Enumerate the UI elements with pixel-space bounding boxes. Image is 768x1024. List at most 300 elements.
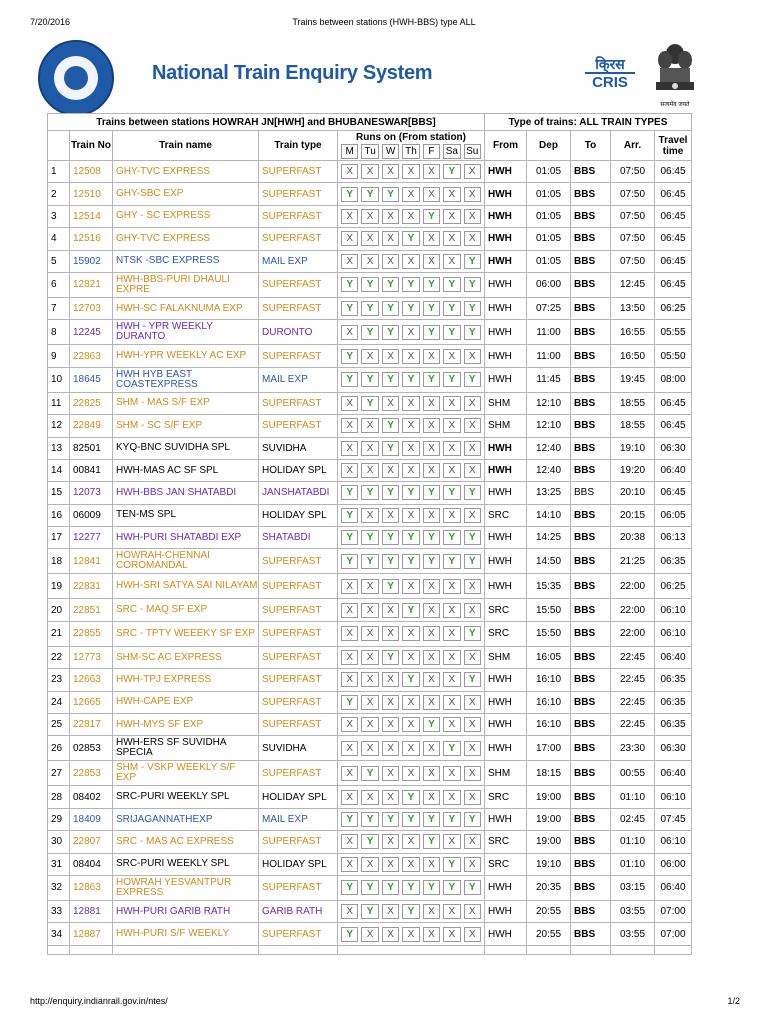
- row-serial: 5: [48, 250, 70, 272]
- departure-time: 01:05: [527, 183, 571, 205]
- day-tue-flag: X: [361, 717, 378, 732]
- day-sun-flag: Y: [464, 812, 481, 827]
- travel-time: 05:55: [655, 320, 692, 345]
- day-thu-flag: Y: [402, 790, 419, 805]
- train-name: GHY-TVC EXPRESS: [113, 228, 259, 250]
- table-row: [48, 574, 692, 599]
- departure-time: 19:10: [527, 853, 571, 875]
- from-station: HWH: [485, 320, 527, 345]
- day-fri-flag: X: [423, 231, 440, 246]
- from-station: SRC: [485, 504, 527, 526]
- travel-time: 06:25: [655, 574, 692, 599]
- from-station: SRC: [485, 853, 527, 875]
- train-number-link[interactable]: 22831: [70, 574, 113, 599]
- travel-time: 06:45: [655, 392, 692, 414]
- arrival-time: 07:50: [611, 205, 655, 227]
- train-type: SUPERFAST: [259, 923, 338, 945]
- arrival-time: 03:55: [611, 900, 655, 922]
- day-mon-flag: Y: [341, 301, 358, 316]
- day-mon-flag: Y: [341, 277, 358, 292]
- national-emblem-icon: [652, 42, 698, 108]
- day-fri-flag: Y: [423, 880, 440, 895]
- train-type: HOLIDAY SPL: [259, 853, 338, 875]
- train-name: HWH-MYS SF EXP: [113, 714, 259, 736]
- table-row: [48, 459, 692, 481]
- train-name: GHY - SC EXPRESS: [113, 205, 259, 227]
- day-wed-flag: Y: [382, 301, 399, 316]
- departure-time: 13:25: [527, 482, 571, 504]
- day-tue-flag: Y: [361, 485, 378, 500]
- day-sun-flag: X: [464, 790, 481, 805]
- train-name: SRC-PURI WEEKLY SPL: [113, 786, 259, 808]
- train-number-link[interactable]: 12863: [70, 875, 113, 900]
- day-wed-flag: Y: [382, 880, 399, 895]
- day-fri-flag: X: [423, 579, 440, 594]
- runs-on-days: [338, 923, 485, 945]
- day-wed-flag: Y: [382, 554, 399, 569]
- day-wed-flag: Y: [382, 441, 399, 456]
- day-fri-flag: X: [423, 904, 440, 919]
- day-sun-flag: X: [464, 231, 481, 246]
- day-mon-flag: Y: [341, 927, 358, 942]
- day-sat-flag: X: [443, 231, 460, 246]
- to-station: BBS: [571, 900, 611, 922]
- day-thu-flag: X: [402, 857, 419, 872]
- train-number-link[interactable]: 22863: [70, 345, 113, 367]
- day-mon-flag: X: [341, 209, 358, 224]
- day-tue-flag: Y: [361, 812, 378, 827]
- day-sat-flag: X: [443, 463, 460, 478]
- day-tue-flag: Y: [361, 554, 378, 569]
- day-sat-flag: X: [443, 927, 460, 942]
- train-type: SUPERFAST: [259, 183, 338, 205]
- day-mon-flag: X: [341, 834, 358, 849]
- train-type: SUVIDHA: [259, 736, 338, 761]
- to-station: BBS: [571, 831, 611, 853]
- train-number-link[interactable]: 22849: [70, 415, 113, 437]
- from-station: HWH: [485, 161, 527, 183]
- col-travel-time: Travel time: [655, 131, 692, 161]
- train-number-link[interactable]: 12887: [70, 923, 113, 945]
- day-sat-flag: X: [443, 717, 460, 732]
- day-thu-flag: X: [402, 650, 419, 665]
- row-serial: 30: [48, 831, 70, 853]
- day-thu-flag: X: [402, 741, 419, 756]
- day-tue-flag: X: [361, 231, 378, 246]
- indian-railways-logo: [38, 40, 114, 116]
- train-name: SRC - MAS AC EXPRESS: [113, 831, 259, 853]
- day-fri-flag: X: [423, 441, 440, 456]
- departure-time: 01:05: [527, 205, 571, 227]
- train-number-link[interactable]: 12881: [70, 900, 113, 922]
- day-thu-flag: X: [402, 254, 419, 269]
- day-thu-flag: Y: [402, 603, 419, 618]
- departure-time: 15:35: [527, 574, 571, 599]
- from-station: HWH: [485, 691, 527, 713]
- day-tue-flag: Y: [361, 396, 378, 411]
- day-thu-flag: Y: [402, 277, 419, 292]
- to-station: BBS: [571, 669, 611, 691]
- table-row: [48, 599, 692, 621]
- day-fri-flag: X: [423, 766, 440, 781]
- table-row: [48, 875, 692, 900]
- day-tue-flag: X: [361, 441, 378, 456]
- travel-time: 07:00: [655, 900, 692, 922]
- train-number-link[interactable]: 12703: [70, 297, 113, 319]
- day-tue-flag: X: [361, 672, 378, 687]
- table-row: [48, 853, 692, 875]
- day-wed-flag: X: [382, 927, 399, 942]
- day-sat-flag: X: [443, 254, 460, 269]
- to-station: BBS: [571, 786, 611, 808]
- row-serial: 31: [48, 853, 70, 875]
- day-sun-flag: Y: [464, 372, 481, 387]
- day-sun-flag: X: [464, 695, 481, 710]
- runs-on-days: [338, 669, 485, 691]
- from-station: HWH: [485, 482, 527, 504]
- cris-logo-text: CRIS: [592, 74, 628, 91]
- train-number-link[interactable]: 12516: [70, 228, 113, 250]
- day-header-thu: Th: [402, 144, 419, 159]
- train-type: MAIL EXP: [259, 250, 338, 272]
- departure-time: 16:05: [527, 646, 571, 668]
- table-row: [48, 161, 692, 183]
- from-station: HWH: [485, 437, 527, 459]
- row-serial: 14: [48, 459, 70, 481]
- train-name: GHY-TVC EXPRESS: [113, 161, 259, 183]
- to-station: BBS: [571, 923, 611, 945]
- train-number-link[interactable]: 00841: [70, 459, 113, 481]
- train-name: HWH-ERS SF SUVIDHA SPECIA: [113, 736, 259, 761]
- travel-time: 06:35: [655, 714, 692, 736]
- day-mon-flag: X: [341, 325, 358, 340]
- arrival-time: 21:25: [611, 549, 655, 574]
- runs-on-days: [338, 527, 485, 549]
- train-number-link[interactable]: 08402: [70, 786, 113, 808]
- day-fri-flag: X: [423, 626, 440, 641]
- arrival-time: 01:10: [611, 831, 655, 853]
- day-fri-flag: X: [423, 741, 440, 756]
- train-number-link[interactable]: 12841: [70, 549, 113, 574]
- to-station: BBS: [571, 297, 611, 319]
- row-serial: 12: [48, 415, 70, 437]
- day-sat-flag: X: [443, 418, 460, 433]
- runs-on-days: [338, 392, 485, 414]
- day-wed-flag: X: [382, 904, 399, 919]
- to-station: BBS: [571, 853, 611, 875]
- runs-on-days: [338, 761, 485, 786]
- arrival-time: 19:45: [611, 367, 655, 392]
- train-name: HWH HYB EAST COASTEXPRESS: [113, 367, 259, 392]
- train-number-link[interactable]: 18645: [70, 367, 113, 392]
- arrival-time: 22:45: [611, 646, 655, 668]
- from-station: HWH: [485, 808, 527, 830]
- day-tue-flag: Y: [361, 277, 378, 292]
- departure-time: 20:35: [527, 875, 571, 900]
- train-number-link[interactable]: 22853: [70, 761, 113, 786]
- day-sat-flag: Y: [443, 164, 460, 179]
- day-thu-flag: X: [402, 508, 419, 523]
- runs-on-days: [338, 599, 485, 621]
- arrival-time: 16:55: [611, 320, 655, 345]
- day-sun-flag: X: [464, 349, 481, 364]
- departure-time: 14:25: [527, 527, 571, 549]
- cris-logo-hindi: कि्रस: [585, 56, 635, 74]
- day-sun-flag: X: [464, 766, 481, 781]
- day-sun-flag: X: [464, 927, 481, 942]
- col-train-type: Train type: [259, 131, 338, 161]
- table-row: [48, 367, 692, 392]
- from-station: HWH: [485, 228, 527, 250]
- day-mon-flag: Y: [341, 187, 358, 202]
- day-wed-flag: Y: [382, 485, 399, 500]
- print-date: 7/20/2016: [30, 17, 71, 27]
- train-number-link[interactable]: 06009: [70, 504, 113, 526]
- day-sat-flag: X: [443, 349, 460, 364]
- travel-time: 06:10: [655, 831, 692, 853]
- day-fri-flag: Y: [423, 277, 440, 292]
- day-sat-flag: Y: [443, 554, 460, 569]
- runs-on-days: [338, 574, 485, 599]
- day-tue-flag: X: [361, 626, 378, 641]
- to-station: BBS: [571, 415, 611, 437]
- day-wed-flag: X: [382, 508, 399, 523]
- departure-time: 14:50: [527, 549, 571, 574]
- arrival-time: 13:50: [611, 297, 655, 319]
- train-type: SUPERFAST: [259, 297, 338, 319]
- train-number-link[interactable]: 12665: [70, 691, 113, 713]
- arrival-time: 22:45: [611, 714, 655, 736]
- travel-time: 06:10: [655, 786, 692, 808]
- from-station: HWH: [485, 459, 527, 481]
- day-tue-flag: X: [361, 164, 378, 179]
- runs-on-days: [338, 437, 485, 459]
- day-mon-flag: X: [341, 254, 358, 269]
- from-station: HWH: [485, 250, 527, 272]
- travel-time: 06:40: [655, 875, 692, 900]
- day-sat-flag: X: [443, 672, 460, 687]
- train-number-link[interactable]: 12073: [70, 482, 113, 504]
- from-station: HWH: [485, 183, 527, 205]
- train-name: HWH-MAS AC SF SPL: [113, 459, 259, 481]
- day-sun-flag: Y: [464, 254, 481, 269]
- day-thu-flag: X: [402, 418, 419, 433]
- col-arr: Arr.: [611, 131, 655, 161]
- day-fri-flag: X: [423, 857, 440, 872]
- runs-on-days: [338, 205, 485, 227]
- day-tue-flag: X: [361, 209, 378, 224]
- to-station: BBS: [571, 161, 611, 183]
- arrival-time: 23:30: [611, 736, 655, 761]
- row-serial: 25: [48, 714, 70, 736]
- departure-time: 16:10: [527, 691, 571, 713]
- day-fri-flag: Y: [423, 301, 440, 316]
- runs-on-days: [338, 183, 485, 205]
- day-header-sat: Sa: [443, 144, 460, 159]
- train-type: SUPERFAST: [259, 621, 338, 646]
- day-sat-flag: Y: [443, 485, 460, 500]
- day-mon-flag: X: [341, 626, 358, 641]
- train-name: KYQ-BNC SUVIDHA SPL: [113, 437, 259, 459]
- train-number-link[interactable]: 12245: [70, 320, 113, 345]
- travel-time: 06:45: [655, 205, 692, 227]
- to-station: BBS: [571, 736, 611, 761]
- footer-url: http://enquiry.indianrail.gov.in/ntes/: [30, 996, 168, 1006]
- day-header-fri: F: [423, 144, 440, 159]
- day-sat-flag: X: [443, 209, 460, 224]
- table-row: [48, 392, 692, 414]
- travel-time: 06:45: [655, 161, 692, 183]
- departure-time: 19:00: [527, 786, 571, 808]
- train-name: HWH-BBS-PURI DHAULI EXPRE: [113, 272, 259, 297]
- day-wed-flag: Y: [382, 530, 399, 545]
- train-number-link[interactable]: 12510: [70, 183, 113, 205]
- train-name: NTSK -SBC EXPRESS: [113, 250, 259, 272]
- day-sun-flag: X: [464, 463, 481, 478]
- train-number-link[interactable]: 12821: [70, 272, 113, 297]
- from-station: SRC: [485, 786, 527, 808]
- row-serial: 26: [48, 736, 70, 761]
- table-row: [48, 786, 692, 808]
- train-name: SRIJAGANNATHEXP: [113, 808, 259, 830]
- day-wed-flag: X: [382, 717, 399, 732]
- arrival-time: 18:55: [611, 415, 655, 437]
- travel-time: 06:35: [655, 691, 692, 713]
- from-station: HWH: [485, 736, 527, 761]
- train-number-link[interactable]: 22817: [70, 714, 113, 736]
- day-wed-flag: X: [382, 209, 399, 224]
- train-type: DURONTO: [259, 320, 338, 345]
- arrival-time: 22:45: [611, 669, 655, 691]
- runs-on-days: [338, 161, 485, 183]
- day-sun-flag: Y: [464, 880, 481, 895]
- train-type: SUPERFAST: [259, 345, 338, 367]
- day-sun-flag: Y: [464, 530, 481, 545]
- day-header-sun: Su: [464, 144, 481, 159]
- train-number-link[interactable]: 12277: [70, 527, 113, 549]
- runs-on-days: [338, 736, 485, 761]
- table-caption-type: Type of trains: ALL TRAIN TYPES: [485, 114, 692, 131]
- day-tue-flag: Y: [361, 187, 378, 202]
- day-fri-flag: X: [423, 672, 440, 687]
- travel-time: 06:13: [655, 527, 692, 549]
- arrival-time: 22:00: [611, 574, 655, 599]
- from-station: HWH: [485, 345, 527, 367]
- train-name: SRC - MAQ SF EXP: [113, 599, 259, 621]
- departure-time: 15:50: [527, 599, 571, 621]
- travel-time: 06:30: [655, 437, 692, 459]
- day-fri-flag: Y: [423, 209, 440, 224]
- table-row: [48, 527, 692, 549]
- arrival-time: 22:00: [611, 599, 655, 621]
- day-wed-flag: X: [382, 766, 399, 781]
- to-station: BBS: [571, 574, 611, 599]
- col-dep: Dep: [527, 131, 571, 161]
- train-type: SUPERFAST: [259, 161, 338, 183]
- arrival-time: 07:50: [611, 250, 655, 272]
- col-serial: [48, 131, 70, 161]
- day-tue-flag: Y: [361, 325, 378, 340]
- to-station: BBS: [571, 549, 611, 574]
- travel-time: 06:45: [655, 183, 692, 205]
- arrival-time: 16:50: [611, 345, 655, 367]
- day-sat-flag: X: [443, 650, 460, 665]
- train-type: SUPERFAST: [259, 228, 338, 250]
- train-type: MAIL EXP: [259, 808, 338, 830]
- train-number-link[interactable]: 22825: [70, 392, 113, 414]
- day-fri-flag: X: [423, 396, 440, 411]
- from-station: HWH: [485, 272, 527, 297]
- train-number-link[interactable]: 08404: [70, 853, 113, 875]
- from-station: HWH: [485, 875, 527, 900]
- to-station: BBS: [571, 345, 611, 367]
- arrival-time: 20:38: [611, 527, 655, 549]
- arrival-time: 18:55: [611, 392, 655, 414]
- day-thu-flag: X: [402, 396, 419, 411]
- from-station: SRC: [485, 621, 527, 646]
- train-name: HOWRAH-CHENNAI COROMANDAL: [113, 549, 259, 574]
- from-station: HWH: [485, 669, 527, 691]
- day-sat-flag: X: [443, 579, 460, 594]
- travel-time: 07:45: [655, 808, 692, 830]
- departure-time: 01:05: [527, 250, 571, 272]
- train-type: HOLIDAY SPL: [259, 504, 338, 526]
- runs-on-days: [338, 504, 485, 526]
- to-station: BBS: [571, 250, 611, 272]
- day-tue-flag: Y: [361, 530, 378, 545]
- train-number-link[interactable]: 12663: [70, 669, 113, 691]
- day-wed-flag: Y: [382, 325, 399, 340]
- day-fri-flag: Y: [423, 717, 440, 732]
- train-name: SHM - VSKP WEEKLY S/F EXP: [113, 761, 259, 786]
- departure-time: 12:10: [527, 415, 571, 437]
- day-mon-flag: X: [341, 766, 358, 781]
- day-wed-flag: X: [382, 349, 399, 364]
- train-number-link[interactable]: 02853: [70, 736, 113, 761]
- travel-time: 06:45: [655, 415, 692, 437]
- day-sun-flag: X: [464, 741, 481, 756]
- day-mon-flag: X: [341, 650, 358, 665]
- train-number-link[interactable]: 18409: [70, 808, 113, 830]
- day-mon-flag: X: [341, 418, 358, 433]
- day-mon-flag: X: [341, 904, 358, 919]
- table-caption-stations: Trains between stations HOWRAH JN[HWH] and BHUBANESWAR[BBS]: [48, 114, 485, 131]
- train-number-link[interactable]: 22851: [70, 599, 113, 621]
- day-thu-flag: X: [402, 349, 419, 364]
- day-sun-flag: X: [464, 396, 481, 411]
- train-number-link[interactable]: 82501: [70, 437, 113, 459]
- train-number-link[interactable]: 12514: [70, 205, 113, 227]
- from-station: HWH: [485, 297, 527, 319]
- arrival-time: 07:50: [611, 161, 655, 183]
- runs-on-days: [338, 250, 485, 272]
- row-serial: 11: [48, 392, 70, 414]
- train-name: HOWRAH YESVANTPUR EXPRESS: [113, 875, 259, 900]
- row-serial: 15: [48, 482, 70, 504]
- train-number-link[interactable]: 22855: [70, 621, 113, 646]
- train-number-link[interactable]: 12508: [70, 161, 113, 183]
- day-wed-flag: X: [382, 741, 399, 756]
- travel-time: 06:25: [655, 297, 692, 319]
- day-tue-flag: X: [361, 790, 378, 805]
- train-number-link[interactable]: 22807: [70, 831, 113, 853]
- table-row: [48, 736, 692, 761]
- train-number-link[interactable]: 15902: [70, 250, 113, 272]
- day-sat-flag: Y: [443, 530, 460, 545]
- train-number-link[interactable]: 12773: [70, 646, 113, 668]
- departure-time: 01:05: [527, 228, 571, 250]
- departure-time: 16:10: [527, 714, 571, 736]
